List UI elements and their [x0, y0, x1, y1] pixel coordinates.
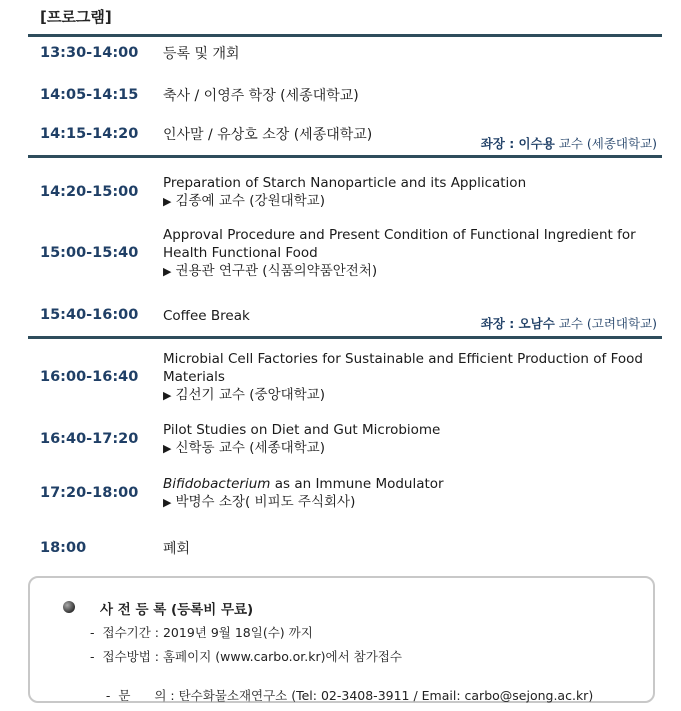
- registration-contact-text: 문 의 : 탄수화물소재연구소 (Tel: 02-3408-3911 / Email: carbo@sejong.ac.kr): [118, 688, 594, 703]
- speaker-name: 김종예 교수 (강원대학교): [175, 193, 325, 209]
- speaker-name: 신학동 교수 (세종대학교): [175, 440, 325, 456]
- speaker-name: 권용관 연구관 (식품의약품안전처): [175, 263, 378, 279]
- bullet-icon: [63, 601, 75, 613]
- program-title: Coffee Break: [163, 308, 250, 324]
- registration-period: [90, 623, 313, 641]
- program-entry: [163, 226, 653, 281]
- triangle-icon: ▶: [163, 389, 172, 402]
- section-divider-2: [28, 336, 662, 339]
- program-title-italic: Bifidobacterium: [163, 476, 271, 492]
- program-title: Preparation of Starch Nanoparticle and its Application: [163, 175, 527, 191]
- program-title: Approval Procedure and Present Condition of Functional Ingredient for Health Functional Food: [163, 227, 636, 261]
- program-title: 인사말 / 유상호 소장 (세종대학교): [163, 127, 373, 143]
- dash-marker: -: [90, 625, 95, 640]
- program-title: 등록 및 개회: [163, 46, 240, 62]
- time-slot: 16:00-16:40: [40, 369, 139, 385]
- time-slot: 14:15-14:20: [40, 126, 139, 142]
- speaker-name: 김선기 교수 (중앙대학교): [175, 387, 325, 403]
- speaker-line: [163, 192, 653, 211]
- section-divider-top: [28, 34, 662, 37]
- triangle-icon: ▶: [163, 265, 172, 278]
- speaker-line: [163, 439, 653, 458]
- time-slot: 18:00: [40, 540, 87, 556]
- time-slot: 17:20-18:00: [40, 485, 139, 501]
- session-chair: [481, 134, 657, 152]
- speaker-line: [163, 262, 653, 281]
- program-entry: [163, 421, 653, 458]
- chair-affiliation: 교수 (세종대학교): [554, 136, 657, 151]
- registration-contact: [90, 671, 593, 711]
- chair-name: 좌장 : 오남수: [480, 316, 555, 331]
- session-chair: [481, 314, 657, 332]
- program-entry: [163, 350, 653, 405]
- program-entry: [163, 174, 653, 211]
- program-title: Microbial Cell Factories for Sustainable and Efficient Production of Food Materials: [163, 351, 643, 385]
- speaker-line: [163, 493, 653, 512]
- program-title: 축사 / 이영주 학장 (세종대학교): [163, 88, 359, 104]
- program-title: 폐회: [163, 541, 191, 557]
- registration-method: [90, 647, 402, 665]
- registration-title: 사 전 등 록 (등록비 무료): [100, 602, 254, 618]
- dash-marker: -: [90, 649, 95, 664]
- program-title: as an Immune Modulator: [270, 476, 444, 492]
- chair-name: 좌장 : 이수용: [480, 136, 555, 151]
- program-title: Pilot Studies on Diet and Gut Microbiome: [163, 422, 441, 438]
- time-slot: 15:00-15:40: [40, 245, 139, 261]
- program-entry: [163, 475, 653, 512]
- dash-marker: -: [105, 688, 111, 703]
- registration-period-text: 접수기간 : 2019년 9월 18일(수) 까지: [102, 625, 313, 640]
- chair-affiliation: 교수 (고려대학교): [554, 316, 657, 331]
- registration-box: [28, 576, 655, 703]
- time-slot: 14:05-14:15: [40, 87, 139, 103]
- section-divider-1: [28, 155, 662, 158]
- registration-method-text: 접수방법 : 홈페이지 (www.carbo.or.kr)에서 참가접수: [102, 649, 402, 664]
- program-heading: [프로그램]: [40, 8, 112, 26]
- time-slot: 15:40-16:00: [40, 307, 139, 323]
- triangle-icon: ▶: [163, 442, 172, 455]
- speaker-line: [163, 386, 653, 405]
- time-slot: 13:30-14:00: [40, 45, 139, 61]
- speaker-name: 박명수 소장( 비피도 주식회사): [175, 494, 356, 510]
- time-slot: 16:40-17:20: [40, 431, 139, 447]
- time-slot: 14:20-15:00: [40, 184, 139, 200]
- triangle-icon: ▶: [163, 195, 172, 208]
- triangle-icon: ▶: [163, 496, 172, 509]
